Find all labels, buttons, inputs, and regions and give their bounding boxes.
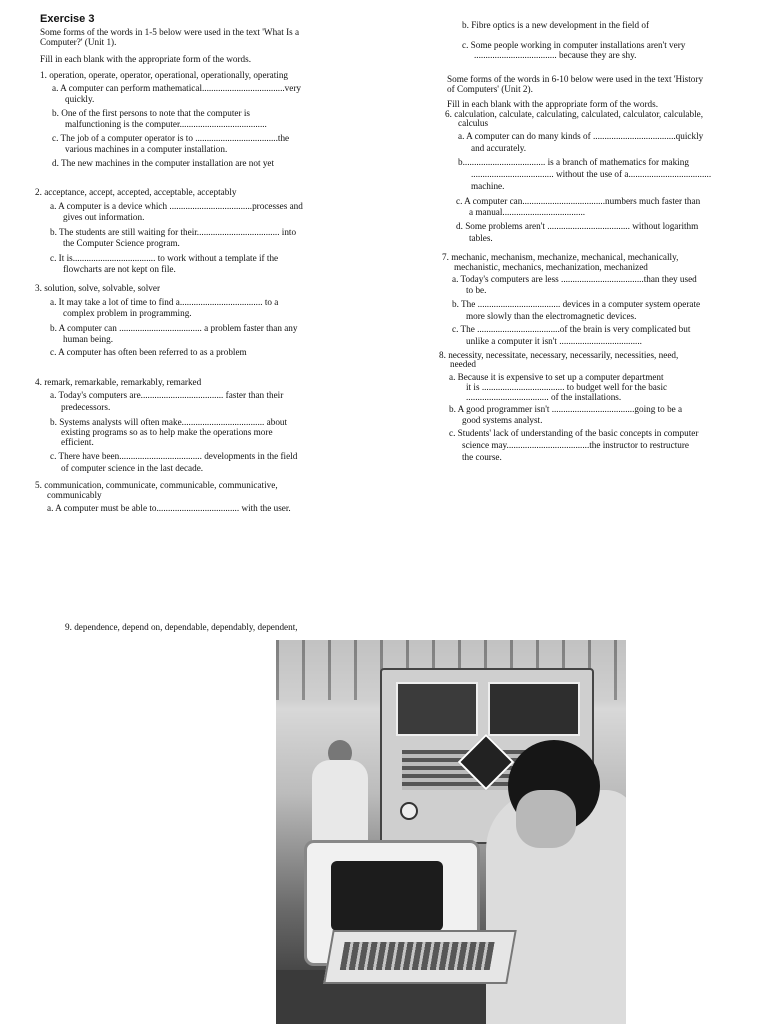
q1-header: 1. operation, operate, operator, operational, operationally, operating xyxy=(40,70,289,80)
q2-a-line-1: a. A computer is a device which ....................................processes and xyxy=(50,201,303,211)
q4-a-line-2: predecessors. xyxy=(61,402,111,412)
q1-c-line-1: c. The job of a computer operator is to ....................................the xyxy=(52,133,290,143)
q6-d-line-2: tables. xyxy=(469,233,493,243)
operator-face xyxy=(516,790,576,848)
right-intro-line-2: of Computers' (Unit 2). xyxy=(447,84,533,94)
q1-b-line-2: malfunctioning is the computer...................................... xyxy=(65,119,267,129)
truck-window-left xyxy=(396,682,478,736)
q6-c-line-1: c. A computer can....................................numbers much faster than xyxy=(456,196,701,206)
q2-c-line-2: flowcharts are not kept on file. xyxy=(63,264,176,274)
q1-b-line-1: b. One of the first persons to note that the computer is xyxy=(52,108,250,118)
truck-window-right xyxy=(488,682,580,736)
q3-b-line-1: b. A computer can .................................... a problem faster than any xyxy=(50,323,298,333)
q3-b-line-2: human being. xyxy=(63,334,114,344)
q3-a-line-2: complex problem in programming. xyxy=(63,308,192,318)
q8-c-line-2: science may....................................the instructor to restructure xyxy=(462,440,689,450)
q6-b-line-2: .................................... without the use of a.................................... xyxy=(471,169,712,179)
monitor-screen xyxy=(331,861,443,931)
q7-b-line-2: more slowly than the electromagnetic devices. xyxy=(466,311,637,321)
left-instruction: Fill in each blank with the appropriate form of the words. xyxy=(40,54,252,64)
q8-header-line-2: needed xyxy=(450,359,477,369)
keyboard-keys xyxy=(340,942,495,970)
q8-b-line-1: b. A good programmer isn't ....................................going to be a xyxy=(449,404,683,414)
q7-a-line-1: a. Today's computers are less ....................................than they used xyxy=(452,274,697,284)
q8-a-line-3: .................................... of the installations. xyxy=(466,392,622,402)
q6-a-line-2: and accurately. xyxy=(471,143,527,153)
q5-c-line-1: c. Some people working in computer installations aren't very xyxy=(462,40,686,50)
q5-header-line-2: communicably xyxy=(47,490,102,500)
right-intro-line-1: Some forms of the words in 6-10 below were used in the text 'History xyxy=(447,74,704,84)
q7-header-line-2: mechanistic, mechanics, mechanization, mechanized xyxy=(454,262,648,272)
q3-c-line-1: c. A computer has often been referred to as a problem xyxy=(50,347,247,357)
keyboard xyxy=(323,930,517,984)
q6-b-line-3: machine. xyxy=(471,181,505,191)
q1-c-line-2: various machines in a computer installation. xyxy=(65,144,228,154)
q8-c-line-3: the course. xyxy=(462,452,502,462)
q6-header-line-2: calculus xyxy=(458,118,489,128)
q5-c-line-2: .................................... because they are shy. xyxy=(474,50,637,60)
q7-c-line-2: unlike a computer it isn't .................................... xyxy=(466,336,642,346)
q4-b-line-3: efficient. xyxy=(61,437,94,447)
q2-c-line-1: c. It is.................................... to work without a template if the xyxy=(50,253,279,263)
right-instruction: Fill in each blank with the appropriate form of the words. xyxy=(447,99,659,109)
q4-c-line-1: c. There have been.................................... developments in the field xyxy=(50,451,298,461)
q2-b-line-1: b. The students are still waiting for their.................................... into xyxy=(50,227,297,237)
q7-c-line-1: c. The ....................................of the brain is very complicated but xyxy=(452,324,691,334)
q4-header: 4. remark, remarkable, remarkably, remarked xyxy=(35,377,202,387)
q5-b-line-1: b. Fibre optics is a new development in the field of xyxy=(462,20,650,30)
q8-a-line-1: a. Because it is expensive to set up a computer department xyxy=(449,372,664,382)
q8-header-line-1: 8. necessity, necessitate, necessary, necessarily, necessities, need, xyxy=(439,350,679,360)
q3-a-line-1: a. It may take a lot of time to find a.................................... to a xyxy=(50,297,279,307)
q6-a-line-1: a. A computer can do many kinds of ....................................quickly xyxy=(458,131,704,141)
q2-b-line-2: the Computer Science program. xyxy=(63,238,180,248)
truck-headlight xyxy=(400,802,418,820)
exercise-title: Exercise 3 xyxy=(40,13,95,25)
q3-header: 3. solution, solve, solvable, solver xyxy=(35,283,161,293)
computer-operators-photo xyxy=(276,640,626,1024)
left-intro-line-1: Some forms of the words in 1-5 below were used in the text 'What Is a xyxy=(40,27,300,37)
q6-c-line-2: a manual.................................... xyxy=(469,207,586,217)
q4-b-line-2: existing programs so as to help make the operations more xyxy=(61,427,273,437)
q1-a-line-2: quickly. xyxy=(65,94,95,104)
q8-b-line-2: good systems analyst. xyxy=(462,415,543,425)
q9-header: 9. dependence, depend on, dependable, dependably, dependent, xyxy=(65,622,298,632)
q5-a-line-1: a. A computer must be able to.................................... with the user. xyxy=(47,503,291,513)
q1-a-line-1: a. A computer can perform mathematical....................................very xyxy=(52,83,302,93)
q8-a-line-2: it is .................................... to budget well for the basic xyxy=(466,382,668,392)
q7-b-line-1: b. The .................................... devices in a computer system operate xyxy=(452,299,701,309)
q6-d-line-1: d. Some problems aren't .................................... without logarithm xyxy=(456,221,699,231)
q4-c-line-2: of computer science in the last decade. xyxy=(61,463,204,473)
q6-b-line-1: b.................................... is a branch of mathematics for making xyxy=(458,157,689,167)
q4-b-line-1: b. Systems analysts will often make.................................... about xyxy=(50,417,288,427)
left-intro-line-2: Computer?' (Unit 1). xyxy=(40,37,117,47)
q1-d-line-1: d. The new machines in the computer installation are not yet xyxy=(52,158,275,168)
q2-header: 2. acceptance, accept, accepted, acceptable, acceptably xyxy=(35,187,237,197)
q7-header-line-1: 7. mechanic, mechanism, mechanize, mechanical, mechanically, xyxy=(442,252,679,262)
q5-header-line-1: 5. communication, communicate, communicable, communicative, xyxy=(35,480,278,490)
q2-a-line-2: gives out information. xyxy=(63,212,145,222)
q6-header-line-1: 6. calculation, calculate, calculating, calculated, calculator, calculable, xyxy=(445,109,704,119)
q4-a-line-1: a. Today's computers are.................................... faster than their xyxy=(50,390,284,400)
q7-a-line-2: to be. xyxy=(466,285,487,295)
q8-c-line-1: c. Students' lack of understanding of the basic concepts in computer xyxy=(449,428,699,438)
